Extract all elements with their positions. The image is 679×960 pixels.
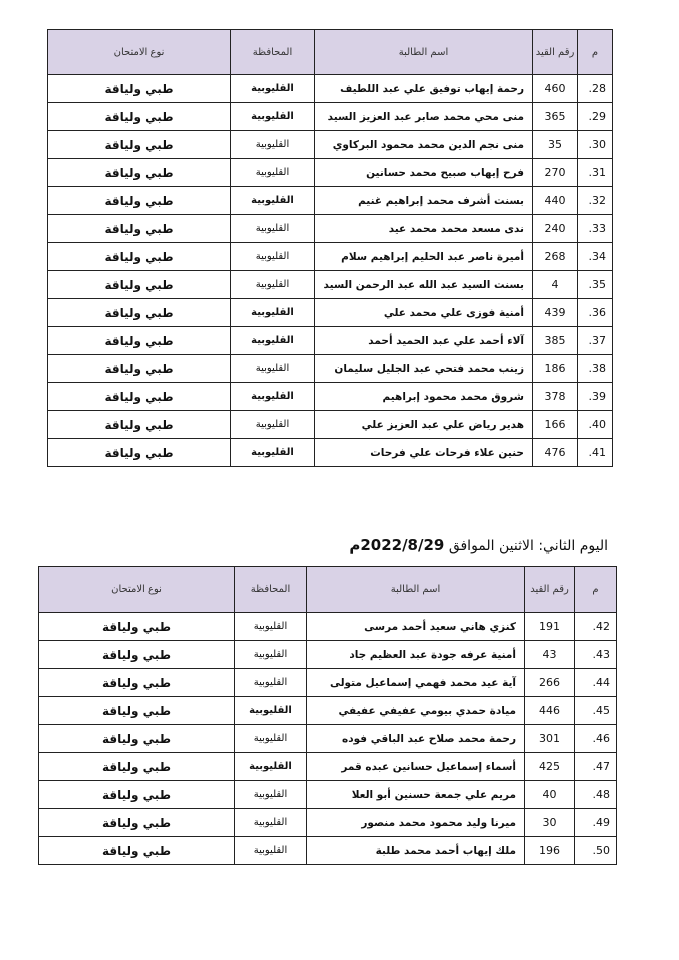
table-row (39, 837, 617, 865)
cell-reg-number: 301 (525, 725, 575, 753)
cell-student-name: آية عيد محمد فهمي إسماعيل متولى (307, 669, 525, 697)
cell-reg-number: 440 (533, 187, 578, 215)
day-two-label: اليوم الثاني: الاثنين الموافق (448, 538, 608, 554)
cell-exam-type: طبي ولياقة (48, 327, 231, 355)
cell-exam-type: طبي ولياقة (48, 439, 231, 467)
col-header-exam-type: نوع الامتحان (48, 30, 231, 75)
cell-exam-type: طبي ولياقة (48, 355, 231, 383)
cell-serial: 48. (575, 781, 617, 809)
cell-serial: 34. (578, 243, 613, 271)
cell-governorate: القليوبية (235, 837, 307, 865)
table-row (48, 187, 613, 215)
cell-serial: 33. (578, 215, 613, 243)
cell-governorate: القليوبية (231, 75, 315, 103)
table-row (39, 809, 617, 837)
cell-reg-number: 240 (533, 215, 578, 243)
cell-governorate: القليوبية (231, 131, 315, 159)
cell-student-name: شروق محمد محمود إبراهيم (315, 383, 533, 411)
table-row (39, 725, 617, 753)
cell-serial: 30. (578, 131, 613, 159)
cell-governorate: القليوبية (231, 355, 315, 383)
cell-student-name: مريم علي جمعة حسنين أبو العلا (307, 781, 525, 809)
cell-serial: 39. (578, 383, 613, 411)
cell-serial: 44. (575, 669, 617, 697)
cell-student-name: رحمة محمد صلاح عبد الباقي فوده (307, 725, 525, 753)
cell-student-name: هدير رياض علي عبد العزيز علي (315, 411, 533, 439)
cell-student-name: أمنية عرفه جودة عبد العظيم جاد (307, 641, 525, 669)
cell-reg-number: 378 (533, 383, 578, 411)
cell-student-name: آلاء أحمد علي عبد الحميد أحمد (315, 327, 533, 355)
cell-student-name: ندى مسعد محمد محمد عيد (315, 215, 533, 243)
cell-exam-type: طبي ولياقة (48, 411, 231, 439)
cell-governorate: القليوبية (235, 669, 307, 697)
cell-governorate: القليوبية (235, 809, 307, 837)
cell-reg-number: 40 (525, 781, 575, 809)
cell-reg-number: 385 (533, 327, 578, 355)
cell-reg-number: 4 (533, 271, 578, 299)
table-row (39, 781, 617, 809)
table-header-row (48, 30, 613, 75)
cell-serial: 41. (578, 439, 613, 467)
cell-exam-type: طبي ولياقة (39, 753, 235, 781)
table-row (39, 669, 617, 697)
cell-governorate: القليوبية (231, 299, 315, 327)
table-header-row (39, 567, 617, 613)
cell-reg-number: 266 (525, 669, 575, 697)
cell-exam-type: طبي ولياقة (39, 781, 235, 809)
cell-serial: 32. (578, 187, 613, 215)
cell-student-name: حنين علاء فرحات علي فرحات (315, 439, 533, 467)
cell-governorate: القليوبية (231, 439, 315, 467)
cell-student-name: بسنت أشرف محمد إبراهيم غنيم (315, 187, 533, 215)
cell-exam-type: طبي ولياقة (48, 75, 231, 103)
cell-exam-type: طبي ولياقة (48, 131, 231, 159)
cell-student-name: بسنت السيد عبد الله عبد الرحمن السيد (315, 271, 533, 299)
cell-student-name: ميادة حمدي بيومي عفيفي عفيفي (307, 697, 525, 725)
col-header-reg-number: رقم القيد (525, 567, 575, 613)
cell-student-name: رحمة إيهاب توفيق علي عبد اللطيف (315, 75, 533, 103)
table-row (48, 439, 613, 467)
cell-reg-number: 196 (525, 837, 575, 865)
cell-student-name: فرح إيهاب صبيح محمد حسانين (315, 159, 533, 187)
table-row (48, 159, 613, 187)
table-body-day2 (39, 613, 617, 865)
cell-exam-type: طبي ولياقة (39, 697, 235, 725)
cell-student-name: أسماء إسماعيل حسانين عبده قمر (307, 753, 525, 781)
cell-exam-type: طبي ولياقة (39, 669, 235, 697)
cell-exam-type: طبي ولياقة (39, 641, 235, 669)
cell-reg-number: 446 (525, 697, 575, 725)
col-header-governorate: المحافظة (235, 567, 307, 613)
table-row (48, 243, 613, 271)
cell-reg-number: 268 (533, 243, 578, 271)
cell-reg-number: 166 (533, 411, 578, 439)
cell-reg-number: 186 (533, 355, 578, 383)
day-two-heading (349, 536, 608, 554)
cell-reg-number: 365 (533, 103, 578, 131)
cell-exam-type: طبي ولياقة (39, 613, 235, 641)
cell-reg-number: 43 (525, 641, 575, 669)
cell-student-name: منى محي محمد صابر عبد العزيز السيد (315, 103, 533, 131)
cell-exam-type: طبي ولياقة (39, 809, 235, 837)
cell-reg-number: 460 (533, 75, 578, 103)
cell-student-name: كنزي هاني سعيد أحمد مرسى (307, 613, 525, 641)
table-row (48, 131, 613, 159)
cell-governorate: القليوبية (231, 187, 315, 215)
cell-student-name: منى نجم الدين محمد محمود البركاوي (315, 131, 533, 159)
cell-governorate: القليوبية (231, 243, 315, 271)
table-row (48, 355, 613, 383)
table-row (48, 383, 613, 411)
cell-exam-type: طبي ولياقة (48, 215, 231, 243)
col-header-student-name: اسم الطالبة (307, 567, 525, 613)
cell-governorate: القليوبية (231, 383, 315, 411)
col-header-serial: م (578, 30, 613, 75)
day-two-date: 2022/8/29م (349, 536, 445, 554)
cell-governorate: القليوبية (231, 271, 315, 299)
cell-student-name: أميرة ناصر عبد الحليم إبراهيم سلام (315, 243, 533, 271)
table-row (48, 271, 613, 299)
table-row (39, 753, 617, 781)
cell-serial: 29. (578, 103, 613, 131)
cell-reg-number: 270 (533, 159, 578, 187)
cell-reg-number: 35 (533, 131, 578, 159)
cell-serial: 50. (575, 837, 617, 865)
cell-exam-type: طبي ولياقة (48, 243, 231, 271)
cell-reg-number: 191 (525, 613, 575, 641)
table-row (39, 697, 617, 725)
cell-serial: 31. (578, 159, 613, 187)
cell-exam-type: طبي ولياقة (48, 383, 231, 411)
cell-governorate: القليوبية (235, 697, 307, 725)
col-header-student-name: اسم الطالبة (315, 30, 533, 75)
cell-reg-number: 476 (533, 439, 578, 467)
students-table-day1 (47, 29, 613, 467)
table-row (39, 613, 617, 641)
cell-governorate: القليوبية (231, 103, 315, 131)
table-row (48, 215, 613, 243)
cell-reg-number: 425 (525, 753, 575, 781)
cell-exam-type: طبي ولياقة (48, 103, 231, 131)
cell-serial: 28. (578, 75, 613, 103)
cell-reg-number: 30 (525, 809, 575, 837)
cell-governorate: القليوبية (235, 781, 307, 809)
cell-governorate: القليوبية (231, 159, 315, 187)
table-row (48, 103, 613, 131)
cell-serial: 45. (575, 697, 617, 725)
students-table-day2 (38, 566, 617, 865)
cell-governorate: القليوبية (231, 327, 315, 355)
cell-serial: 37. (578, 327, 613, 355)
table-row (48, 327, 613, 355)
cell-student-name: ملك إيهاب أحمد محمد طلبة (307, 837, 525, 865)
cell-exam-type: طبي ولياقة (39, 837, 235, 865)
cell-governorate: القليوبية (235, 753, 307, 781)
cell-serial: 47. (575, 753, 617, 781)
cell-serial: 36. (578, 299, 613, 327)
cell-governorate: القليوبية (235, 641, 307, 669)
table-row (48, 411, 613, 439)
table-row (48, 299, 613, 327)
cell-governorate: القليوبية (231, 411, 315, 439)
cell-student-name: أمنية فوزى علي محمد علي (315, 299, 533, 327)
cell-governorate: القليوبية (231, 215, 315, 243)
cell-serial: 42. (575, 613, 617, 641)
col-header-serial: م (575, 567, 617, 613)
table-row (48, 75, 613, 103)
cell-reg-number: 439 (533, 299, 578, 327)
col-header-governorate: المحافظة (231, 30, 315, 75)
cell-student-name: زينب محمد فتحي عبد الجليل سليمان (315, 355, 533, 383)
table-body-day1 (48, 75, 613, 467)
col-header-exam-type: نوع الامتحان (39, 567, 235, 613)
table-row (39, 641, 617, 669)
cell-serial: 40. (578, 411, 613, 439)
col-header-reg-number: رقم القيد (533, 30, 578, 75)
cell-serial: 49. (575, 809, 617, 837)
cell-serial: 46. (575, 725, 617, 753)
cell-exam-type: طبي ولياقة (48, 187, 231, 215)
cell-governorate: القليوبية (235, 725, 307, 753)
cell-exam-type: طبي ولياقة (48, 159, 231, 187)
cell-serial: 43. (575, 641, 617, 669)
cell-serial: 35. (578, 271, 613, 299)
cell-exam-type: طبي ولياقة (39, 725, 235, 753)
cell-exam-type: طبي ولياقة (48, 271, 231, 299)
cell-student-name: ميرنا وليد محمود محمد منصور (307, 809, 525, 837)
cell-serial: 38. (578, 355, 613, 383)
cell-governorate: القليوبية (235, 613, 307, 641)
cell-exam-type: طبي ولياقة (48, 299, 231, 327)
